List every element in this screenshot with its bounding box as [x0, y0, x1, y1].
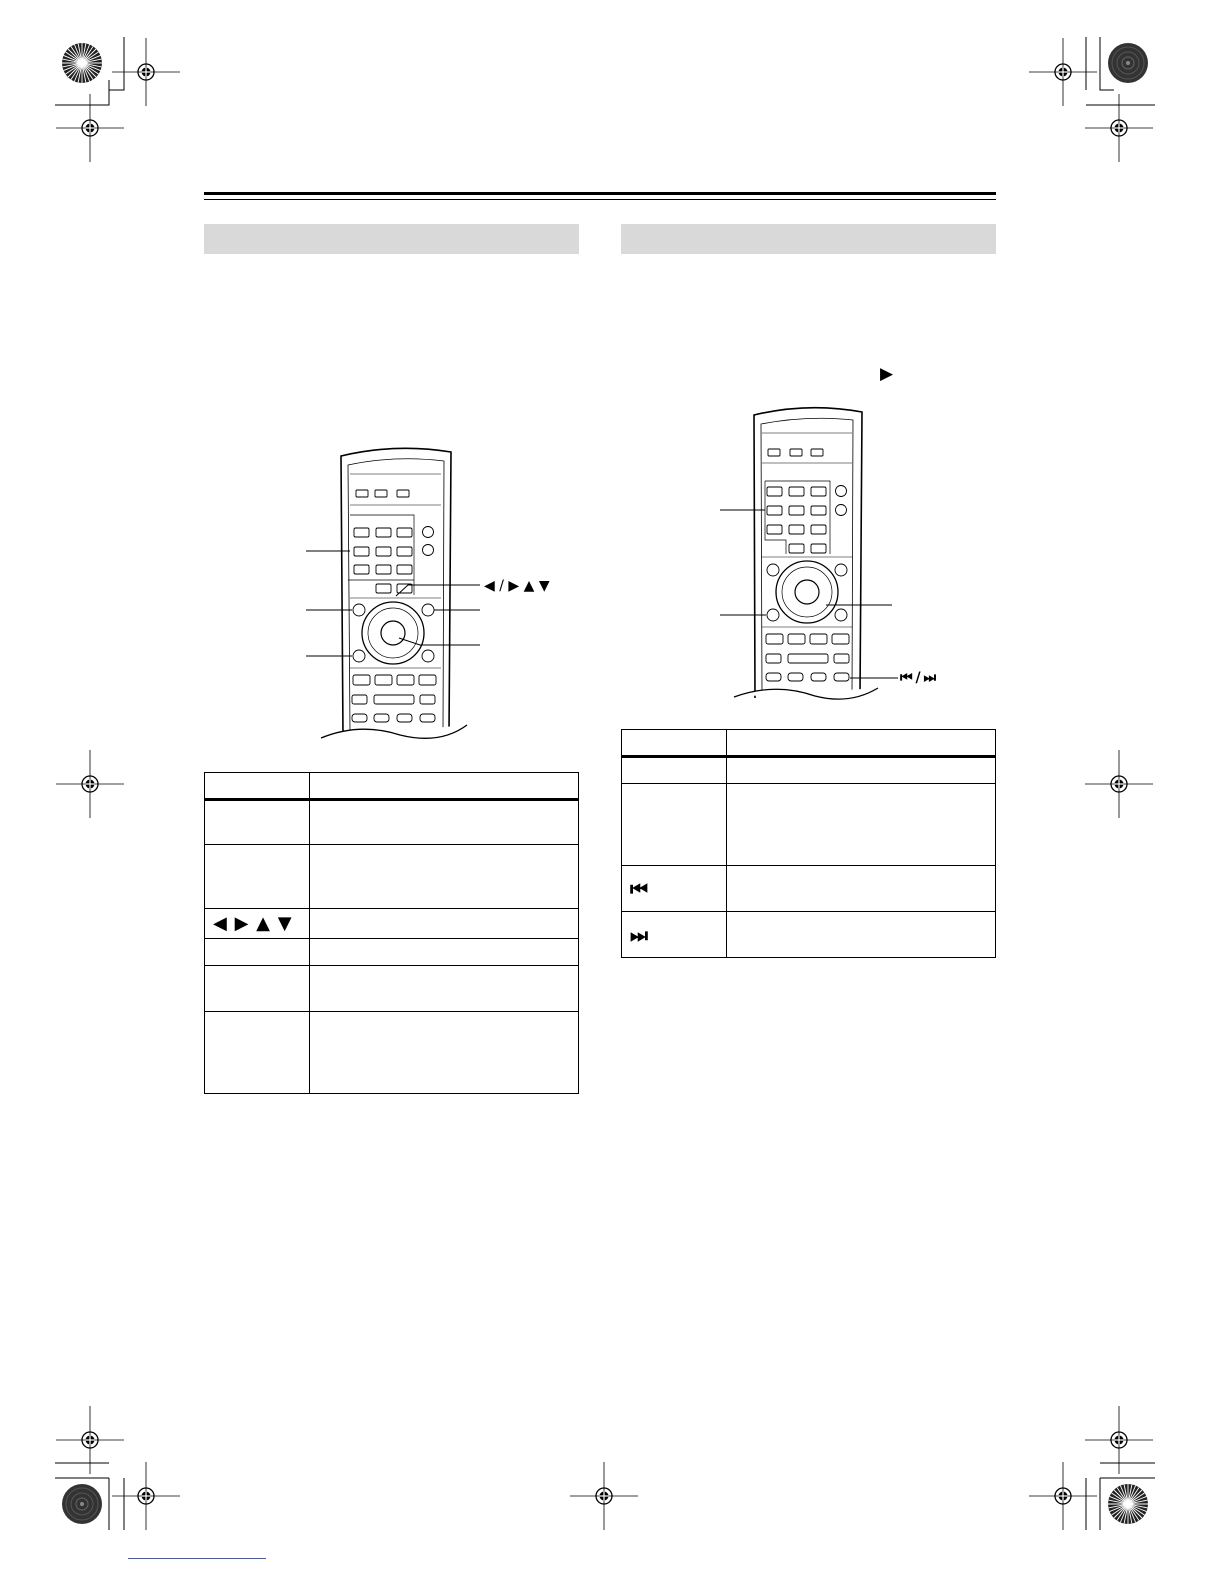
table-cell	[310, 1012, 579, 1094]
table-cell	[727, 757, 996, 784]
left-function-table	[204, 772, 579, 1094]
table-cell	[622, 757, 727, 784]
table-row	[622, 730, 996, 757]
table-cell	[205, 800, 310, 845]
footer-link-underline[interactable]	[128, 1558, 266, 1559]
right-function-table	[621, 729, 996, 958]
header-rule-thick	[204, 192, 996, 195]
table-cell	[727, 866, 996, 912]
table-cell	[310, 909, 579, 939]
table-row	[205, 966, 579, 1012]
right-section-title-bar	[621, 224, 996, 254]
table-cell	[205, 966, 310, 1012]
table-row	[622, 912, 996, 958]
table-cell	[622, 730, 727, 757]
table-cell	[727, 912, 996, 958]
table-row	[205, 1012, 579, 1094]
table-cell	[622, 784, 727, 866]
table-row	[205, 845, 579, 909]
left-callout-arrows-label: ◀ / ▶ ▲ ▼	[484, 578, 550, 594]
table-row	[205, 939, 579, 966]
table-row	[622, 757, 996, 784]
skip-next-icon: ⏭	[622, 912, 727, 958]
table-row	[622, 784, 996, 866]
table-cell	[310, 966, 579, 1012]
left-section-title-bar	[204, 224, 579, 254]
table-row	[205, 909, 579, 939]
skip-previous-icon: ⏮	[622, 866, 727, 912]
table-cell	[310, 845, 579, 909]
table-cell	[310, 939, 579, 966]
table-row	[622, 866, 996, 912]
play-icon: ▶	[880, 364, 894, 384]
table-cell	[310, 800, 579, 845]
table-cell	[205, 939, 310, 966]
right-remote-illustration	[715, 400, 965, 705]
table-cell	[727, 730, 996, 757]
table-row	[205, 800, 579, 845]
table-cell	[727, 784, 996, 866]
table-cell	[205, 1012, 310, 1094]
arrow-keys-icon: ◀ ▶ ▲ ▼	[205, 909, 310, 939]
table-cell	[205, 845, 310, 909]
header-rule-thin	[204, 199, 996, 200]
table-cell	[310, 773, 579, 800]
table-row	[205, 773, 579, 800]
right-callout-skip-label: ⏮ / ⏭	[900, 670, 936, 686]
table-cell	[205, 773, 310, 800]
